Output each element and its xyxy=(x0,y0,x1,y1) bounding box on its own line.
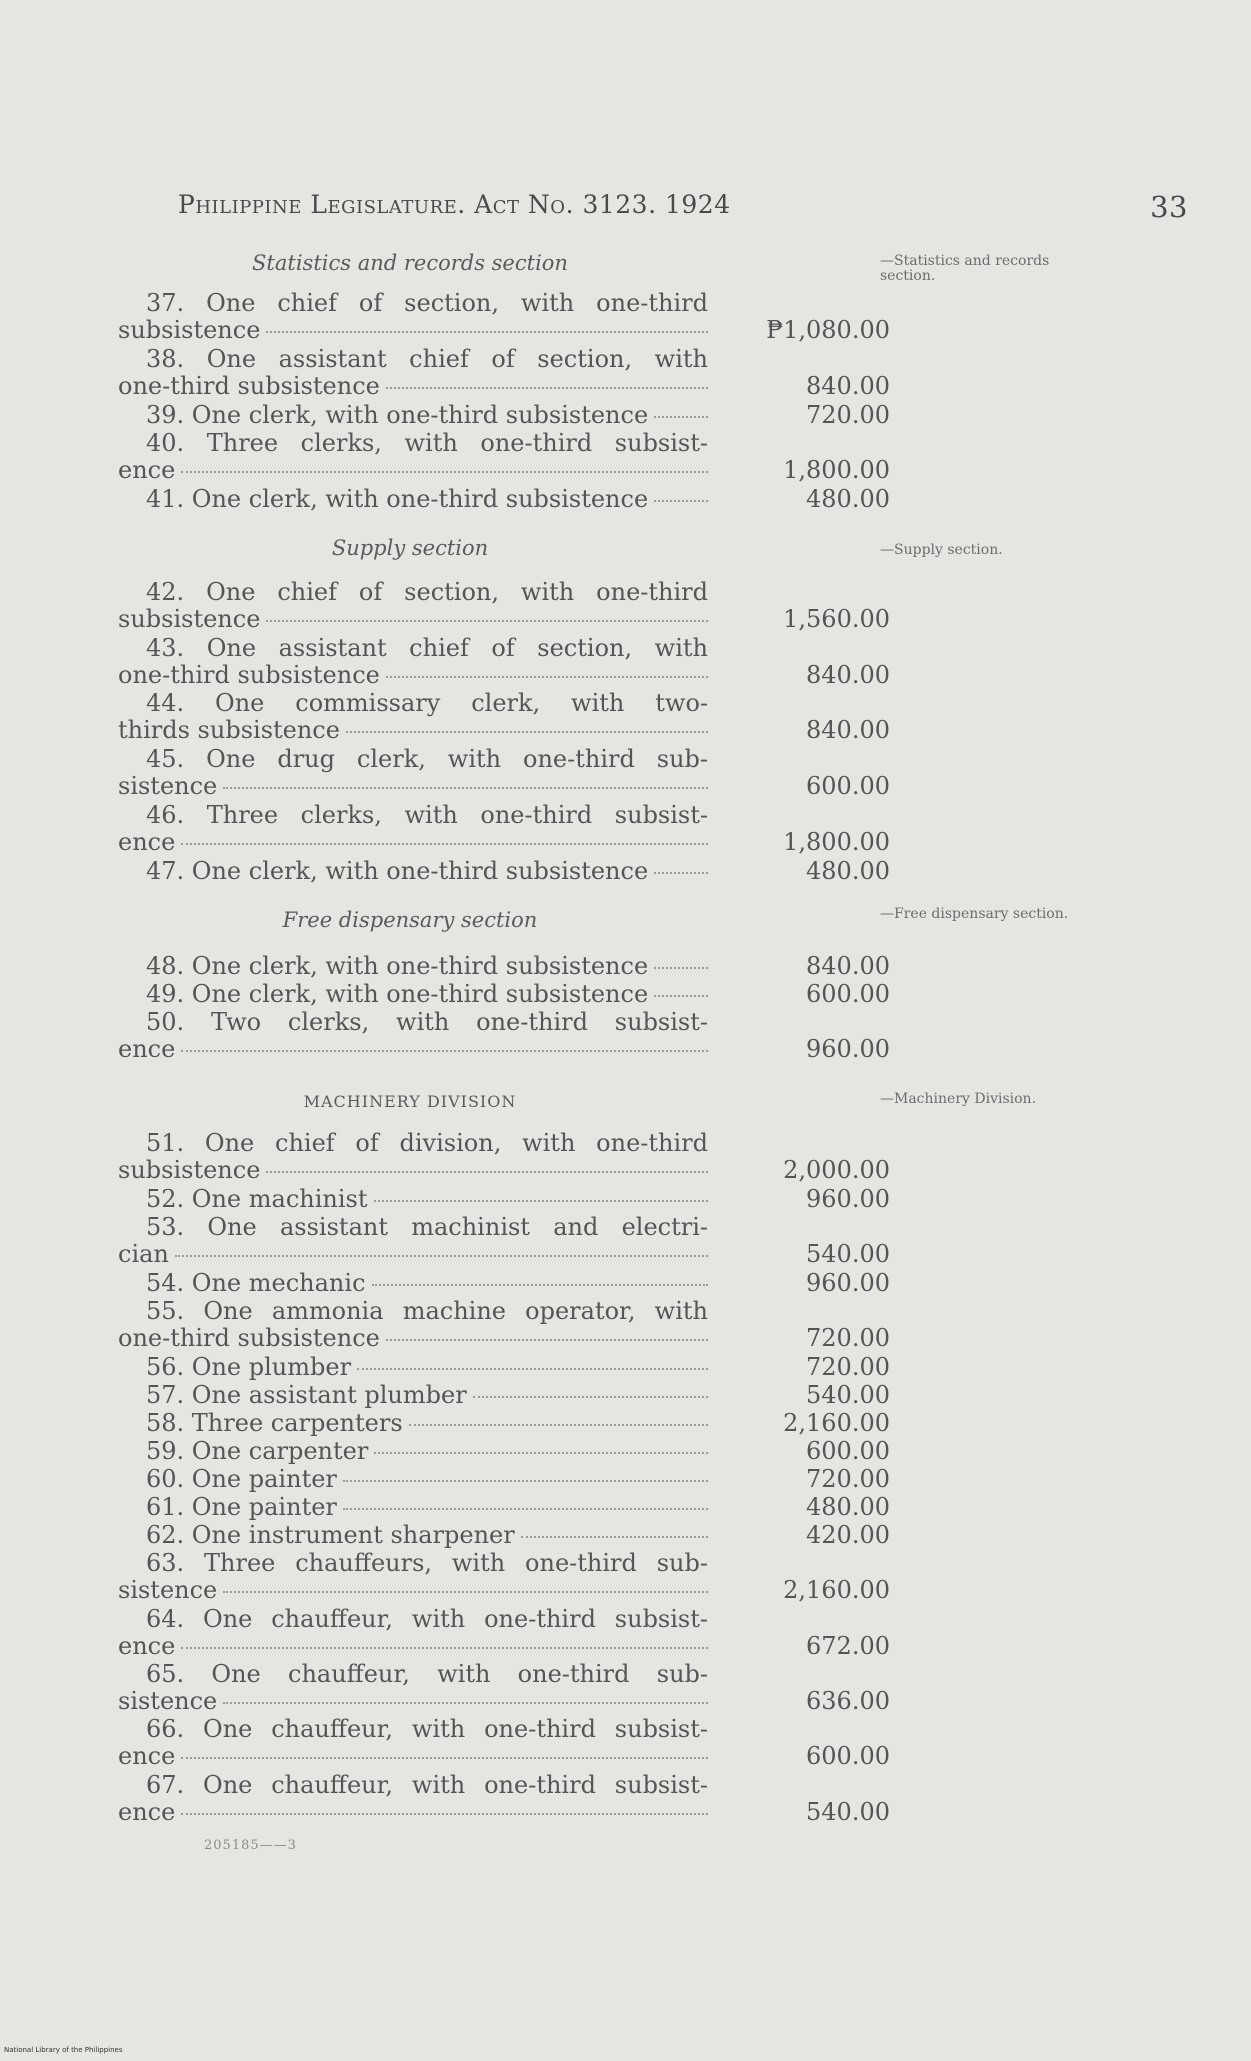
description-line-2: 49. One clerk, with one-third subsistence xyxy=(146,980,649,1008)
description-line-1: 38. One assistant chief of section, with xyxy=(146,345,708,373)
item-amount: 720.00 xyxy=(806,401,890,429)
dot-leader xyxy=(386,387,708,389)
dot-leader xyxy=(372,1284,708,1286)
margin-note: —Free dispensary section. xyxy=(880,906,1069,922)
item-amount: 1,800.00 xyxy=(783,456,890,484)
item-description xyxy=(118,1438,708,1465)
item-description xyxy=(118,430,708,484)
item-description xyxy=(118,486,708,513)
item-amount: 672.00 xyxy=(806,1632,890,1660)
dot-leader xyxy=(181,1050,708,1052)
dot-leader xyxy=(386,1339,708,1341)
dot-leader xyxy=(654,967,708,969)
item-amount: 960.00 xyxy=(806,1269,890,1297)
dot-leader xyxy=(266,331,708,333)
item-amount: 720.00 xyxy=(806,1324,890,1352)
description-line-1: 67. One chauffeur, with one-third subsist- xyxy=(146,1771,708,1799)
item-description xyxy=(118,953,708,980)
item-amount: 600.00 xyxy=(806,772,890,800)
dot-leader xyxy=(409,1424,708,1426)
dot-leader xyxy=(654,416,708,418)
dot-leader xyxy=(223,787,708,789)
item-amount: 420.00 xyxy=(806,1521,890,1549)
running-head: Philippine Legislature. Act No. 3123. 1924 xyxy=(178,190,731,219)
item-amount: 1,800.00 xyxy=(783,828,890,856)
item-description xyxy=(118,579,708,633)
dot-leader xyxy=(357,1368,708,1370)
item-amount: 540.00 xyxy=(806,1381,890,1409)
item-amount: 540.00 xyxy=(806,1798,890,1826)
description-line-2: subsistence xyxy=(118,316,261,344)
archive-note: National Library of the Philippines xyxy=(4,2046,123,2054)
description-line-2: one-third subsistence xyxy=(118,661,380,689)
dot-leader xyxy=(386,676,708,678)
dot-leader xyxy=(654,872,708,874)
dot-leader xyxy=(181,1813,708,1815)
dot-leader xyxy=(223,1591,708,1593)
item-description xyxy=(118,1466,708,1493)
item-description xyxy=(118,690,708,744)
description-line-1: 45. One drug clerk, with one-third sub- xyxy=(146,745,708,773)
description-line-2: ence xyxy=(118,828,176,856)
dot-leader xyxy=(181,1757,708,1759)
description-line-2: 56. One plumber xyxy=(146,1353,352,1381)
description-line-2: ence xyxy=(118,1035,176,1063)
item-amount: 600.00 xyxy=(806,1437,890,1465)
item-description xyxy=(118,402,708,429)
description-line-1: 64. One chauffeur, with one-third subsist- xyxy=(146,1605,708,1633)
item-description xyxy=(118,1410,708,1437)
item-description xyxy=(118,1606,708,1660)
dot-leader xyxy=(266,1171,708,1173)
section-title: Supply section xyxy=(331,536,489,560)
description-line-2: subsistence xyxy=(118,605,261,633)
item-description xyxy=(118,1661,708,1715)
description-line-2: ence xyxy=(118,1632,176,1660)
description-line-2: 54. One mechanic xyxy=(146,1269,366,1297)
description-line-1: 43. One assistant chief of section, with xyxy=(146,634,708,662)
item-description xyxy=(118,746,708,800)
section-title: MACHINERY DIVISION xyxy=(303,1092,517,1111)
item-amount: 960.00 xyxy=(806,1185,890,1213)
description-line-1: 55. One ammonia machine operator, with xyxy=(146,1297,708,1325)
item-description xyxy=(118,858,708,885)
section-title: Free dispensary section xyxy=(282,908,538,932)
dot-leader xyxy=(343,1480,708,1482)
printer-code: 205185——3 xyxy=(204,1838,297,1853)
item-amount: 720.00 xyxy=(806,1353,890,1381)
item-description xyxy=(118,1270,708,1297)
item-description xyxy=(118,1522,708,1549)
description-line-2: one-third subsistence xyxy=(118,372,380,400)
item-description xyxy=(118,802,708,856)
item-amount: 840.00 xyxy=(806,372,890,400)
dot-leader xyxy=(654,995,708,997)
margin-note: —Machinery Division. xyxy=(880,1091,1037,1107)
description-line-1: 53. One assistant machinist and electri- xyxy=(146,1213,708,1241)
item-amount: 636.00 xyxy=(806,1687,890,1715)
item-amount: 960.00 xyxy=(806,1035,890,1063)
dot-leader xyxy=(181,471,708,473)
description-line-2: 57. One assistant plumber xyxy=(146,1381,467,1409)
item-amount: 480.00 xyxy=(806,485,890,513)
dot-leader xyxy=(181,843,708,845)
item-amount: 480.00 xyxy=(806,1493,890,1521)
item-amount: 2,000.00 xyxy=(783,1156,890,1184)
description-line-2: 61. One painter xyxy=(146,1493,337,1521)
description-line-2: cian xyxy=(118,1240,169,1268)
item-description xyxy=(118,290,708,344)
item-description xyxy=(118,1716,708,1770)
description-line-1: 40. Three clerks, with one-third subsist- xyxy=(146,429,708,457)
description-line-1: 50. Two clerks, with one-third subsist- xyxy=(146,1008,708,1036)
description-line-1: 44. One commissary clerk, with two- xyxy=(146,689,708,717)
description-line-2: ence xyxy=(118,456,176,484)
item-amount: 600.00 xyxy=(806,1742,890,1770)
description-line-2: 47. One clerk, with one-third subsistence xyxy=(146,857,649,885)
dot-leader xyxy=(473,1396,708,1398)
item-description xyxy=(118,1494,708,1521)
item-amount: 540.00 xyxy=(806,1240,890,1268)
description-line-2: 52. One machinist xyxy=(146,1185,368,1213)
item-amount: 720.00 xyxy=(806,1465,890,1493)
item-amount: 480.00 xyxy=(806,857,890,885)
dot-leader xyxy=(374,1200,709,1202)
item-description xyxy=(118,1550,708,1604)
description-line-2: one-third subsistence xyxy=(118,1324,380,1352)
dot-leader xyxy=(346,731,708,733)
description-line-2: 39. One clerk, with one-third subsistence xyxy=(146,401,649,429)
item-amount: 2,160.00 xyxy=(783,1409,890,1437)
margin-note: —Statistics and records section. xyxy=(880,253,1050,284)
item-amount: ₱1,080.00 xyxy=(766,316,890,344)
description-line-1: 51. One chief of division, with one-third xyxy=(146,1129,708,1157)
section-title: Statistics and records section xyxy=(252,251,568,275)
item-description xyxy=(118,346,708,400)
dot-leader xyxy=(223,1702,708,1704)
description-line-1: 42. One chief of section, with one-third xyxy=(146,578,708,606)
item-amount: 600.00 xyxy=(806,980,890,1008)
dot-leader xyxy=(521,1536,708,1538)
page-header xyxy=(178,190,1188,230)
description-line-2: sistence xyxy=(118,1576,218,1604)
item-amount: 840.00 xyxy=(806,952,890,980)
description-line-1: 63. Three chauffeurs, with one-third sub- xyxy=(146,1549,708,1577)
item-description xyxy=(118,1298,708,1352)
dot-leader xyxy=(181,1647,708,1649)
dot-leader xyxy=(343,1508,708,1510)
item-amount: 1,560.00 xyxy=(783,605,890,633)
item-description xyxy=(118,635,708,689)
description-line-2: ence xyxy=(118,1798,176,1826)
description-line-2: thirds subsistence xyxy=(118,716,340,744)
description-line-2: 48. One clerk, with one-third subsistence xyxy=(146,952,649,980)
description-line-2: 58. Three carpenters xyxy=(146,1409,403,1437)
item-description xyxy=(118,1186,708,1213)
description-line-1: 65. One chauffeur, with one-third sub- xyxy=(146,1660,708,1688)
item-description xyxy=(118,1382,708,1409)
description-line-2: sistence xyxy=(118,1687,218,1715)
item-description xyxy=(118,1354,708,1381)
page-number: 33 xyxy=(1150,190,1188,224)
description-line-2: ence xyxy=(118,1742,176,1770)
dot-leader xyxy=(266,620,708,622)
description-line-2: 59. One carpenter xyxy=(146,1437,369,1465)
item-description xyxy=(118,1130,708,1184)
description-line-2: 62. One instrument sharpener xyxy=(146,1521,515,1549)
item-amount: 840.00 xyxy=(806,716,890,744)
description-line-1: 66. One chauffeur, with one-third subsist- xyxy=(146,1715,708,1743)
description-line-2: subsistence xyxy=(118,1156,261,1184)
item-amount: 2,160.00 xyxy=(783,1576,890,1604)
item-description xyxy=(118,1009,708,1063)
description-line-1: 46. Three clerks, with one-third subsist- xyxy=(146,801,708,829)
description-line-1: 37. One chief of section, with one-third xyxy=(146,289,708,317)
description-line-2: 60. One painter xyxy=(146,1465,337,1493)
description-line-2: sistence xyxy=(118,772,218,800)
item-description xyxy=(118,981,708,1008)
dot-leader xyxy=(175,1255,708,1257)
item-description xyxy=(118,1772,708,1826)
dot-leader xyxy=(654,500,708,502)
dot-leader xyxy=(374,1452,708,1454)
item-description xyxy=(118,1214,708,1268)
margin-note: —Supply section. xyxy=(880,542,1003,558)
description-line-2: 41. One clerk, with one-third subsistence xyxy=(146,485,649,513)
item-amount: 840.00 xyxy=(806,661,890,689)
